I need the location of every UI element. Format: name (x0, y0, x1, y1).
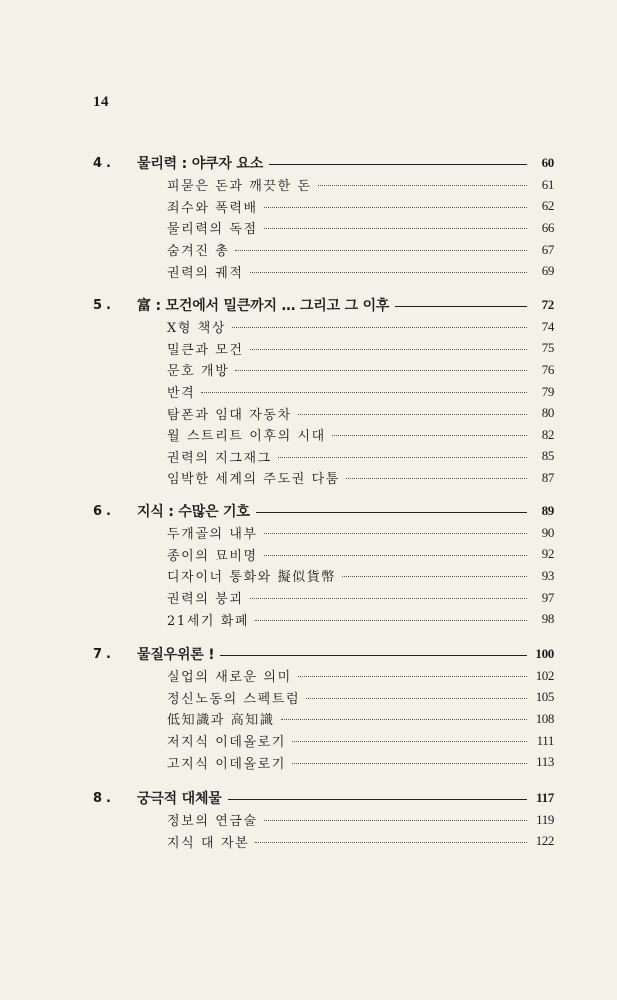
entry-title: 임박한 세계의 주도권 다툼 (167, 472, 340, 488)
entry-page-number: 80 (541, 405, 554, 421)
entry-title: 정신노동의 스펙트럼 (167, 691, 301, 707)
entry-page-number: 119 (536, 811, 554, 827)
dot-leader (255, 842, 527, 843)
entry-page-number: 90 (541, 524, 554, 540)
entry-title: 정보의 연금술 (167, 814, 258, 830)
dot-leader (292, 763, 527, 764)
dot-leader (318, 185, 527, 186)
entry-page-number: 102 (535, 667, 554, 683)
chapter-title: 궁극적 대체물 (137, 791, 222, 807)
chapter-leader-line (395, 306, 527, 307)
chapter-title: 富 : 모건에서 밀큰까지 … 그리고 그 이후 (137, 298, 390, 314)
dot-leader (306, 698, 527, 699)
chapter-page-number: 89 (541, 503, 554, 518)
dot-leader (298, 414, 527, 415)
toc-entry[interactable] (93, 809, 554, 831)
entry-page-number: 93 (541, 567, 554, 583)
entry-title: 권력의 지그재그 (167, 450, 272, 466)
entry-page-number: 61 (541, 176, 554, 192)
chapter-8 (93, 787, 554, 852)
toc-entry[interactable] (93, 831, 554, 853)
dot-leader (292, 741, 527, 742)
entry-page-number: 98 (541, 611, 554, 627)
entry-title: 밀큰과 모건 (167, 342, 244, 358)
toc-entry[interactable] (93, 730, 554, 752)
toc-entry[interactable] (93, 587, 554, 609)
chapter-number: 7. (93, 646, 115, 662)
toc-entry[interactable] (93, 665, 554, 687)
toc-entry[interactable] (93, 260, 554, 282)
dot-leader (264, 555, 527, 556)
entry-page-number: 82 (541, 426, 554, 442)
chapter-heading[interactable] (93, 152, 554, 174)
entry-title: X형 책상 (167, 321, 227, 337)
toc-entry[interactable] (93, 687, 554, 709)
toc-entry[interactable] (93, 338, 554, 360)
dot-leader (264, 820, 527, 821)
chapter-title: 지식 : 수많은 기호 (137, 504, 250, 520)
entry-title: 반격 (167, 386, 196, 402)
dot-leader (264, 533, 527, 534)
dot-leader (298, 676, 527, 677)
toc-entry[interactable] (93, 565, 554, 587)
entry-title: 문호 개방 (167, 364, 230, 380)
dot-leader (201, 392, 527, 393)
chapter-number: 5. (93, 297, 115, 313)
page-number: 14 (93, 94, 109, 110)
toc-entry[interactable] (93, 381, 554, 403)
entry-page-number: 69 (541, 263, 554, 279)
toc-entry[interactable] (93, 239, 554, 261)
chapter-heading[interactable] (93, 294, 554, 316)
entry-title: 권력의 궤적 (167, 265, 244, 281)
entry-page-number: 87 (541, 469, 554, 485)
chapter-5 (93, 294, 554, 489)
chapter-number: 8. (93, 790, 115, 806)
entry-page-number: 85 (541, 448, 554, 464)
entry-title: 두개골의 내부 (167, 527, 258, 543)
entry-page-number: 105 (535, 689, 554, 705)
entry-page-number: 67 (541, 241, 554, 257)
dot-leader (235, 250, 527, 251)
entry-page-number: 108 (535, 710, 554, 726)
toc-entry[interactable] (93, 467, 554, 489)
entry-title: 권력의 붕괴 (167, 592, 244, 608)
chapter-page-number: 117 (536, 790, 554, 805)
toc-entry[interactable] (93, 424, 554, 446)
dot-leader (278, 457, 527, 458)
chapter-heading[interactable] (93, 787, 554, 809)
dot-leader (232, 327, 527, 328)
chapter-page-number: 60 (541, 155, 554, 170)
toc-entry[interactable] (93, 316, 554, 338)
entry-page-number: 75 (541, 340, 554, 356)
chapter-number: 6. (93, 503, 115, 519)
entry-title: 고지식 이데올로기 (167, 756, 286, 772)
chapter-4 (93, 152, 554, 282)
toc-entry[interactable] (93, 174, 554, 196)
toc-entry[interactable] (93, 359, 554, 381)
entry-title: 피묻은 돈과 깨끗한 돈 (167, 179, 312, 195)
chapter-6 (93, 500, 554, 630)
chapter-page-number: 72 (541, 297, 554, 312)
dot-leader (235, 370, 527, 371)
toc-entry[interactable] (93, 446, 554, 468)
dot-leader (250, 349, 527, 350)
entry-title: 실업의 새로운 의미 (167, 670, 292, 686)
entry-title: 물리력의 독점 (167, 222, 258, 238)
entry-page-number: 111 (536, 732, 554, 748)
entry-page-number: 97 (541, 589, 554, 605)
entry-page-number: 92 (541, 546, 554, 562)
dot-leader (342, 576, 527, 577)
dot-leader (250, 598, 527, 599)
entry-page-number: 66 (541, 219, 554, 235)
entry-page-number: 113 (536, 754, 554, 770)
entry-page-number: 76 (541, 361, 554, 377)
dot-leader (332, 435, 527, 436)
chapter-leader-line (220, 655, 527, 656)
entry-page-number: 79 (541, 383, 554, 399)
entry-title: 월 스트리트 이후의 시대 (167, 429, 326, 445)
chapter-heading[interactable] (93, 500, 554, 522)
dot-leader (281, 719, 528, 720)
entry-page-number: 122 (535, 833, 554, 849)
chapter-title: 물질우위론 ! (137, 647, 215, 663)
toc-entry[interactable] (93, 217, 554, 239)
entry-title: 저지식 이데올로기 (167, 735, 286, 751)
toc-entry[interactable] (93, 522, 554, 544)
entry-title: 디자이너 통화와 擬似貨幣 (167, 570, 336, 586)
chapter-page-number: 100 (535, 646, 554, 661)
toc-entry[interactable] (93, 544, 554, 566)
chapter-leader-line (269, 164, 527, 165)
chapter-heading[interactable] (93, 643, 554, 665)
dot-leader (346, 478, 527, 479)
chapter-number: 4. (93, 155, 115, 171)
entry-title: 종이의 묘비명 (167, 548, 258, 564)
chapter-leader-line (256, 512, 527, 513)
entry-title: 21세기 화폐 (167, 613, 250, 629)
dot-leader (255, 620, 527, 621)
entry-title: 지식 대 자본 (167, 835, 250, 851)
entry-title: 숨겨진 총 (167, 244, 230, 260)
toc-entry[interactable] (93, 708, 554, 730)
entry-page-number: 74 (541, 318, 554, 334)
entry-title: 죄수와 폭력배 (167, 200, 258, 216)
chapter-7 (93, 643, 554, 773)
entry-title: 低知識과 高知識 (167, 713, 275, 729)
toc-entry[interactable] (93, 751, 554, 773)
chapter-title: 물리력 : 야쿠자 요소 (137, 156, 264, 172)
toc-entry[interactable] (93, 402, 554, 424)
toc-entry[interactable] (93, 608, 554, 630)
chapter-leader-line (228, 799, 527, 800)
dot-leader (250, 272, 527, 273)
dot-leader (264, 207, 527, 208)
entry-title: 탐폰과 임대 자동차 (167, 407, 292, 423)
entry-page-number: 62 (541, 198, 554, 214)
dot-leader (264, 228, 527, 229)
toc-entry[interactable] (93, 196, 554, 218)
